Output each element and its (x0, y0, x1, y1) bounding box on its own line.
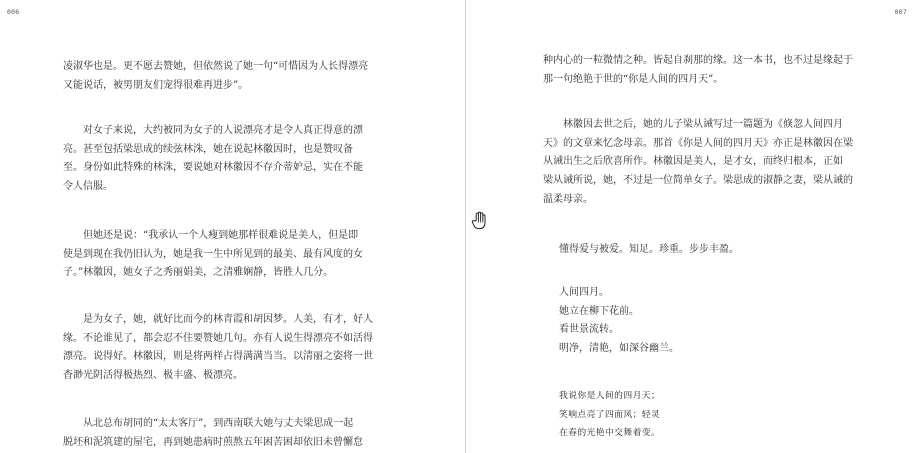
verse-line: 我说你是人间的四月天； (559, 391, 661, 401)
page-number: 006 (7, 8, 20, 16)
verse-line: 人间四月。 (559, 287, 609, 298)
text-line: 至。身份如此特殊的林洙，要说她对林徽因不存介蒂妒忌，实在不能 (63, 162, 363, 174)
verse-line: 明净，清艳，如深谷幽兰。 (559, 343, 679, 355)
verse-stanza (559, 284, 679, 359)
text-line: 杳渺光阴活得极热烈、极丰盛、极漂亮。 (63, 370, 243, 382)
text-line: 使是到现在我仍旧认为，她是我一生中所见到的最美、最有风度的女 (63, 248, 363, 260)
text-line: 那一句绝艳于世的“你是人间的四月天”。 (543, 73, 724, 85)
page-number: 007 (894, 8, 907, 16)
text-line: 令人信服。 (63, 181, 113, 193)
paragraph (543, 116, 853, 210)
text-line: 温柔母亲。 (543, 193, 593, 205)
text-line: 种内心的一粒微情之种。皆起自刹那的缘。这一本书，也不过是缘起于 (543, 55, 853, 66)
text-line: 对女子来说，大约被同为女子的人说漂亮才是令人真正得意的漂 (63, 125, 363, 136)
text-line: 凌淑华也是。更不愿去赞她，但依然说了她一句“可惜因为人长得漂亮 (63, 61, 369, 72)
paragraph (63, 227, 363, 283)
text-line: 天》的文章来忆念母亲。那首《你是人间的四月天》亦正是林徽因在梁 (543, 137, 853, 149)
verse-line: 她立在柳下花前。 (559, 305, 639, 317)
text-line: 脱坯和泥筑建的屋宅，再到她患病时煎熬五年困苦困却依旧未曾懈怠 (63, 436, 363, 448)
verse-line: 在春的光艳中交舞着变。 (559, 428, 661, 439)
poem-quote (559, 387, 660, 443)
paragraph (63, 415, 363, 452)
page-divider (465, 0, 466, 453)
text-line: 是为女子，她，就好比而今的林青霞和胡因梦。人美，有才，好人 (63, 314, 373, 325)
text-line: 又能说话，被男朋友们宠得很难再进步”。 (63, 79, 249, 91)
paragraph (559, 241, 739, 260)
text-line: 林徽因去世之后，她的儿子梁从诫写过一篇题为《倏忽人间四月 (543, 119, 843, 130)
right-page (467, 0, 918, 453)
text-line: 亮。甚至包括梁思成的续弦林洙，她在说起林徽因时，也是赞叹备 (63, 143, 353, 155)
paragraph (543, 52, 853, 89)
text-line: 但她还是说：“我承认一个人瘦到她那样很难说是美人，但是即 (63, 230, 359, 241)
text-line: 漂亮。说得好。林徽因，则是将两样占得满满当当。以清丽之姿将一世 (63, 351, 373, 363)
verse-line: 看世景流转。 (559, 324, 619, 336)
paragraph (63, 58, 368, 95)
text-line: 子。”林徽因，她女子之秀丽娟美，之清雅娴静，皆胜人几分。 (63, 267, 334, 279)
text-line: 缘。不论谁见了，都会忍不住要赞她几句。亦有人说生得漂亮不如活得 (63, 332, 373, 344)
text-line: 从诫出生之后欣喜所作。林徽因是美人，是才女，而终归根本，正如 (543, 156, 843, 168)
hand-pointer-icon (470, 211, 488, 230)
verse-line: 笑响点亮了四面风；轻灵 (559, 409, 661, 420)
text-line: 懂得爱与被爱。知足。珍重。步步丰盈。 (559, 244, 739, 255)
paragraph (63, 122, 363, 197)
text-line: 梁从诫所说，她，不过是一位简单女子。梁思成的淑静之妻，梁从诫的 (543, 175, 853, 187)
text-line: 从北总布胡同的“太太客厅”，到西南联大她与丈夫梁思成一起 (63, 418, 354, 429)
paragraph (63, 311, 373, 386)
